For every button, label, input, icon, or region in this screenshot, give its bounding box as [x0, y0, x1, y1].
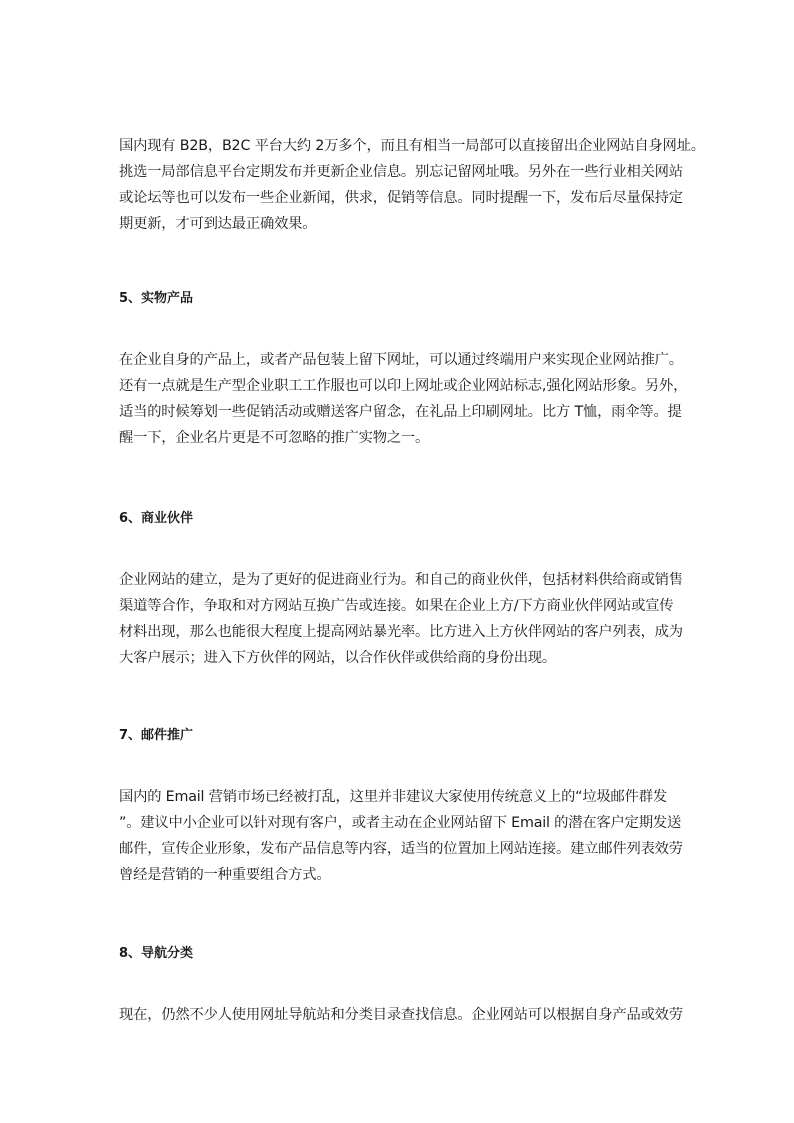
text-line: 挑选一局部信息平台定期发布并更新企业信息。别忘记留网址哦。另外在一些行业相关网站 [119, 164, 683, 180]
section-heading-navigation-directories: 8、导航分类 [119, 946, 194, 961]
paragraph-navigation-directories [119, 1002, 683, 1028]
text-line: 适当的时候筹划一些促销活动或赠送客户留念，在礼品上印刷网址。比方 T恤，雨伞等。提 [119, 404, 682, 420]
text-line: 邮件，宣传企业形象，发布产品信息等内容，适当的位置加上网站连接。建立邮件列表效劳 [119, 841, 683, 857]
text-line: ”。建议中小企业可以针对现有客户，或者主动在企业网站留下 Email 的潜在客户定期发送 [119, 815, 682, 831]
text-line: 国内的 Email 营销市场已经被打乱，这里并非建议大家使用传统意义上的“垃圾邮件群发 [119, 789, 667, 805]
text-line: 材料出现，那么也能很大程度上提高网站暴光率。比方进入上方伙伴网站的客户列表，成为 [119, 624, 683, 640]
text-line: 期更新，才可到达最正确效果。 [119, 216, 317, 232]
paragraph-business-partners [119, 567, 683, 671]
section-heading-business-partners: 6、商业伙伴 [119, 511, 194, 526]
text-line: 渠道等合作，争取和对方网站互换广告或连接。如果在企业上方/下方商业伙伴网站或宣传 [119, 598, 674, 614]
text-line: 大客户展示；进入下方伙伴的网站，以合作伙伴或供给商的身份出现。 [119, 650, 556, 666]
section-heading-physical-products: 5、实物产品 [119, 291, 194, 306]
text-line: 国内现有 B2B，B2C 平台大约 2万多个，而且有相当一局部可以直接留出企业网站自身网址。 [119, 138, 705, 154]
text-line: 还有一点就是生产型企业职工工作服也可以印上网址或企业网站标志,强化网站形象。另外， [119, 378, 688, 394]
text-line: 现在，仍然不少人使用网址导航站和分类目录查找信息。企业网站可以根据自身产品或效劳 [119, 1007, 683, 1023]
text-line: 曾经是营销的一种重要组合方式。 [119, 867, 331, 883]
text-line: 或论坛等也可以发布一些企业新闻，供求，促销等信息。同时提醒一下，发布后尽量保持定 [119, 190, 683, 206]
paragraph-platforms [119, 133, 705, 237]
text-line: 醒一下，企业名片更是不可忽略的推广实物之一。 [119, 430, 430, 446]
paragraph-physical-products [119, 347, 687, 451]
section-heading-email-promotion: 7、邮件推广 [119, 728, 194, 743]
text-line: 企业网站的建立，是为了更好的促进商业行为。和自己的商业伙伴，包括材料供给商或销售 [119, 572, 683, 588]
text-line: 在企业自身的产品上，或者产品包装上留下网址，可以通过终端用户来实现企业网站推广。 [119, 352, 683, 368]
paragraph-email-promotion [119, 784, 683, 888]
